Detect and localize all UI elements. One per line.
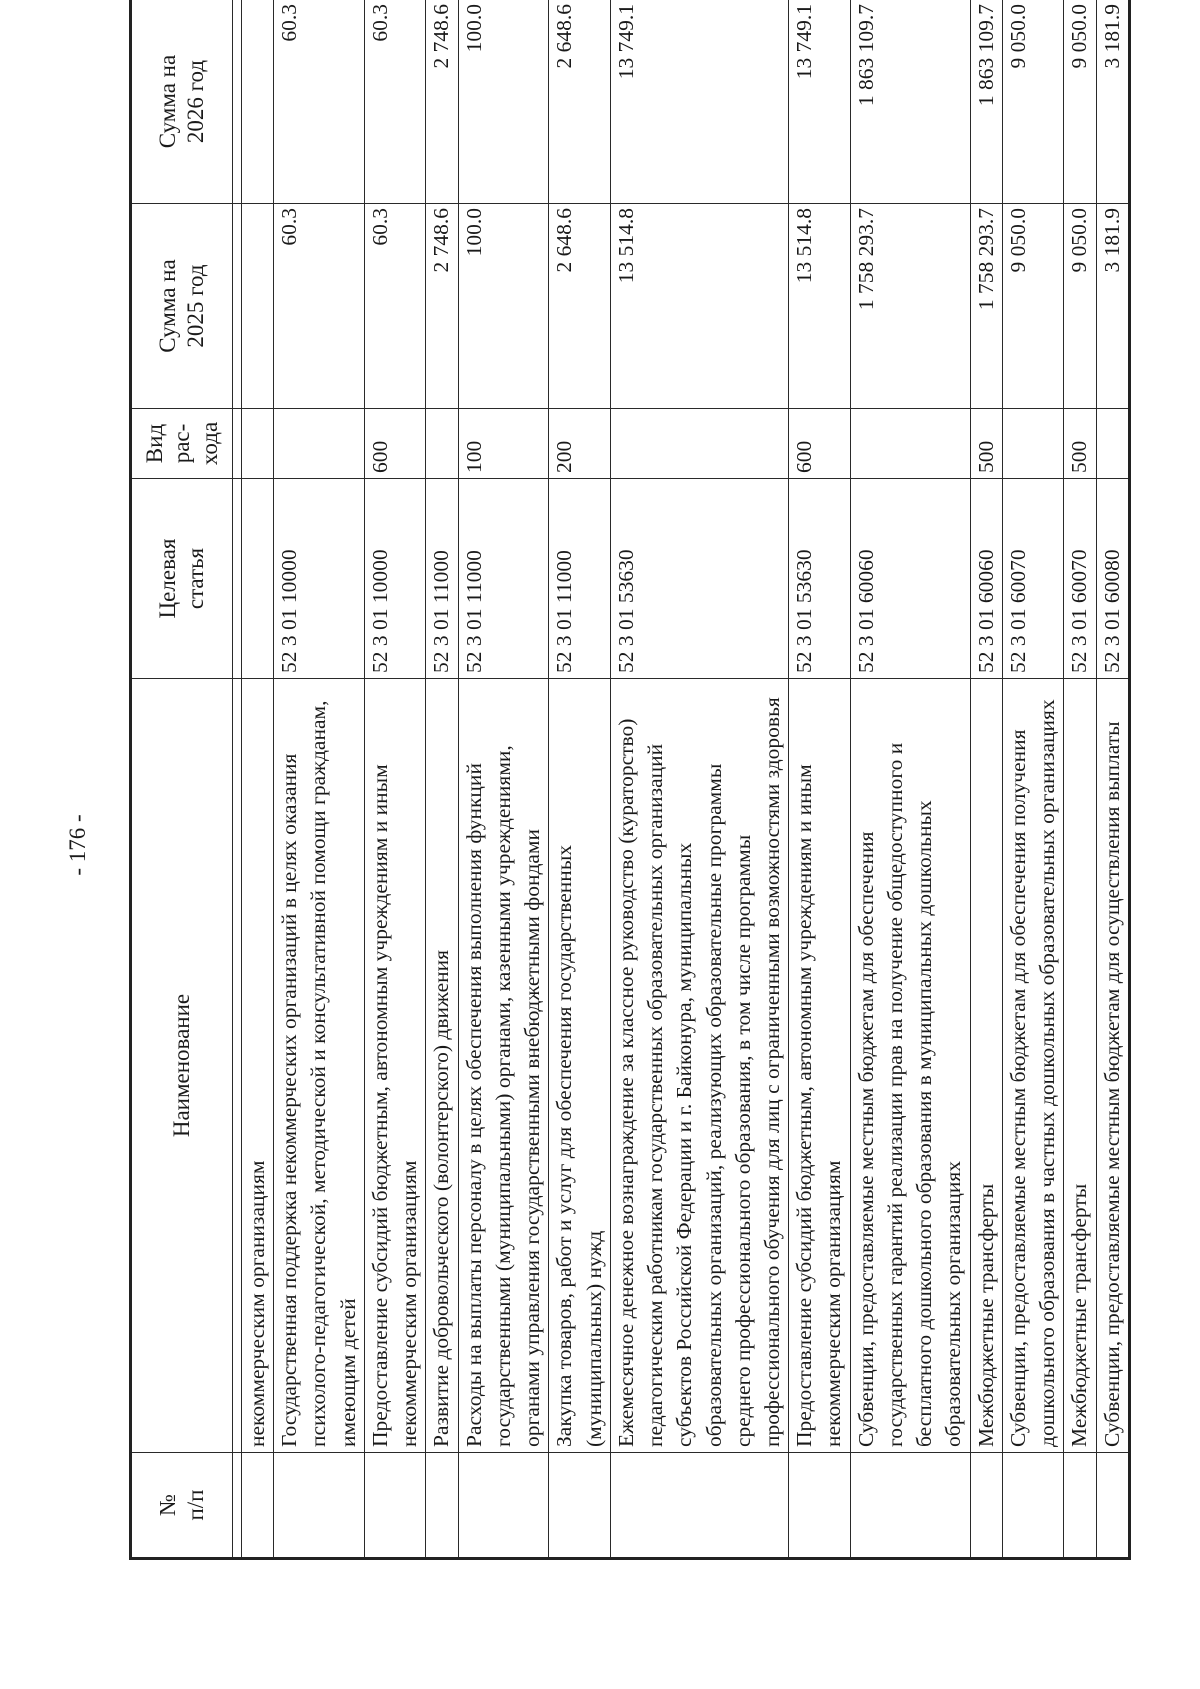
- cell-name: Субвенции, предоставляемые местным бюджетам для осуществления выплаты: [1096, 679, 1129, 1453]
- cell-name: Расходы на выплаты персоналу в целях обеспечения выполнения функций государственными (муниципальными) органами, казенными учреждениями, органами управления государственными внебюджетными фондами: [458, 679, 549, 1453]
- cell-name: Развитие добровольческого (волонтерского) движения: [426, 679, 458, 1453]
- cell-sum-2026: 9 050.0: [1064, 0, 1096, 204]
- table-row: [458, 0, 549, 1559]
- cell-no: [1002, 1453, 1063, 1559]
- cell-sum-2025: [242, 204, 274, 409]
- cell-kind: [242, 409, 274, 479]
- cell-sum-2025: 13 514.8: [789, 204, 850, 409]
- cell-target: 52 3 01 60060: [850, 479, 970, 679]
- cell-sum-2026: 100.0: [458, 0, 549, 204]
- cell-sum-2026: 2 748.6: [426, 0, 458, 204]
- header-target-text: Целевая статья: [155, 538, 208, 619]
- table-row: [610, 0, 788, 1559]
- cell-target: 52 3 01 11000: [549, 479, 610, 679]
- table-row: [364, 0, 425, 1559]
- cell-kind: 600: [789, 409, 850, 479]
- cell-target: 52 3 01 60080: [1096, 479, 1129, 679]
- cell-sum-2026: 13 749.1: [610, 0, 788, 204]
- cell-sum-2025: 9 050.0: [1064, 204, 1096, 409]
- cell-no: [242, 1453, 274, 1559]
- header-y2025-text: Сумма на 2025 год: [155, 259, 208, 353]
- cell-target: 52 3 01 10000: [364, 479, 425, 679]
- cell-sum-2025: 9 050.0: [1002, 204, 1063, 409]
- cell-sum-2025: 100.0: [458, 204, 549, 409]
- cell-no: [610, 1453, 788, 1559]
- cell-kind: [426, 409, 458, 479]
- cell-kind: 500: [970, 409, 1002, 479]
- cell-sum-2025: 60.3: [364, 204, 425, 409]
- cell-sum-2025: 1 758 293.7: [970, 204, 1002, 409]
- cell-kind: [1002, 409, 1063, 479]
- cell-kind: [850, 409, 970, 479]
- cell-sum-2026: 13 749.1: [789, 0, 850, 204]
- table-row: [242, 0, 274, 1559]
- header-y2026-text: Сумма на 2026 год: [155, 54, 208, 149]
- cell-no: [789, 1453, 850, 1559]
- cell-no: [549, 1453, 610, 1559]
- cell-kind: 100: [458, 409, 549, 479]
- cell-target: 52 3 01 53630: [789, 479, 850, 679]
- cell-kind: [1096, 409, 1129, 479]
- header-no-text: № п/п: [155, 1489, 208, 1521]
- cell-sum-2026: 1 863 109.7: [850, 0, 970, 204]
- budget-table-rotated: [129, 0, 1124, 1560]
- header-no: [131, 1453, 233, 1559]
- cell-no: [458, 1453, 549, 1559]
- cell-sum-2025: 2 748.6: [426, 204, 458, 409]
- cell-target: 52 3 01 60070: [1002, 479, 1063, 679]
- cell-sum-2026: 60.3: [274, 0, 365, 204]
- cell-name: некоммерческим организациям: [242, 679, 274, 1453]
- header-y2025: [131, 204, 233, 409]
- cell-target: 52 3 01 11000: [458, 479, 549, 679]
- header-name-text: Наименование: [169, 993, 195, 1138]
- cell-kind: 200: [549, 409, 610, 479]
- cell-name: Межбюджетные трансферты: [1064, 679, 1096, 1453]
- cell-sum-2026: 3 181.9: [1096, 0, 1129, 204]
- header-kind: [131, 409, 233, 479]
- cell-no: [274, 1453, 365, 1559]
- cell-kind: [610, 409, 788, 479]
- table-row: [549, 0, 610, 1559]
- cell-sum-2025: 13 514.8: [610, 204, 788, 409]
- cell-sum-2026: [242, 0, 274, 204]
- page-number: - 176 -: [65, 814, 90, 876]
- cell-sum-2025: 60.3: [274, 204, 365, 409]
- table-row: [1002, 0, 1063, 1559]
- header-kind-text: Вид рас- хода: [141, 421, 222, 466]
- cell-target: [242, 479, 274, 679]
- cell-target: 52 3 01 11000: [426, 479, 458, 679]
- cell-name: Межбюджетные трансферты: [970, 679, 1002, 1453]
- cell-no: [850, 1453, 970, 1559]
- header-target: [131, 479, 233, 679]
- header-name: [131, 679, 233, 1453]
- cell-target: 52 3 01 53630: [610, 479, 788, 679]
- cell-name: Предоставление субсидий бюджетным, автономным учреждениям и иным некоммерческим организациям: [789, 679, 850, 1453]
- cell-name: Предоставление субсидий бюджетным, автономным учреждениям и иным некоммерческим организациям: [364, 679, 425, 1453]
- cell-name: Субвенции, предоставляемые местным бюджетам для обеспечения получения дошкольного образования в частных дошкольных образовательных организациях: [1002, 679, 1063, 1453]
- cell-no: [364, 1453, 425, 1559]
- cell-sum-2026: 2 648.6: [549, 0, 610, 204]
- cell-name: Государственная поддержка некоммерческих организаций в целях оказания психолого-педагогической, методической и консультативной помощи гражданам, имеющим детей: [274, 679, 365, 1453]
- budget-table: [129, 0, 1131, 1560]
- cell-target: 52 3 01 60060: [970, 479, 1002, 679]
- cell-name: Субвенции, предоставляемые местным бюджетам для обеспечения государственных гарантий реализации прав на получение общедоступного и бесплатного дошкольного образования в муниципальных дошкольных образовательных организациях: [850, 679, 970, 1453]
- cell-no: [1064, 1453, 1096, 1559]
- cell-target: 52 3 01 60070: [1064, 479, 1096, 679]
- cell-sum-2026: 60.3: [364, 0, 425, 204]
- cell-no: [1096, 1453, 1129, 1559]
- table-row: [789, 0, 850, 1559]
- cell-target: 52 3 01 10000: [274, 479, 365, 679]
- cell-sum-2025: 1 758 293.7: [850, 204, 970, 409]
- table-header-row: [131, 0, 233, 1559]
- cell-sum-2026: 1 863 109.7: [970, 0, 1002, 204]
- table-row: [1096, 0, 1129, 1559]
- table-row: [850, 0, 970, 1559]
- table-body: [233, 0, 1130, 1559]
- table-row: [970, 0, 1002, 1559]
- table-row: [426, 0, 458, 1559]
- cell-kind: 500: [1064, 409, 1096, 479]
- header-y2026: [131, 0, 233, 204]
- cell-kind: 600: [364, 409, 425, 479]
- table-gap-row: [233, 0, 242, 1559]
- cell-name: Закупка товаров, работ и услуг для обеспечения государственных (муниципальных) нужд: [549, 679, 610, 1453]
- cell-name: Ежемесячное денежное вознаграждение за классное руководство (кураторство) педагогическим работникам государственных образовательных организаций субъектов Российской Федерации и г. Байконура, муниципальных образовательных организаций, реализующих образовательные программы среднего профессионального образования, в том числе программы профессионального обучения для лиц с ограниченными возможностями здоровья: [610, 679, 788, 1453]
- cell-sum-2025: 3 181.9: [1096, 204, 1129, 409]
- cell-no: [426, 1453, 458, 1559]
- cell-no: [970, 1453, 1002, 1559]
- table-row: [274, 0, 365, 1559]
- table-row: [1064, 0, 1096, 1559]
- cell-sum-2025: 2 648.6: [549, 204, 610, 409]
- cell-sum-2026: 9 050.0: [1002, 0, 1063, 204]
- cell-kind: [274, 409, 365, 479]
